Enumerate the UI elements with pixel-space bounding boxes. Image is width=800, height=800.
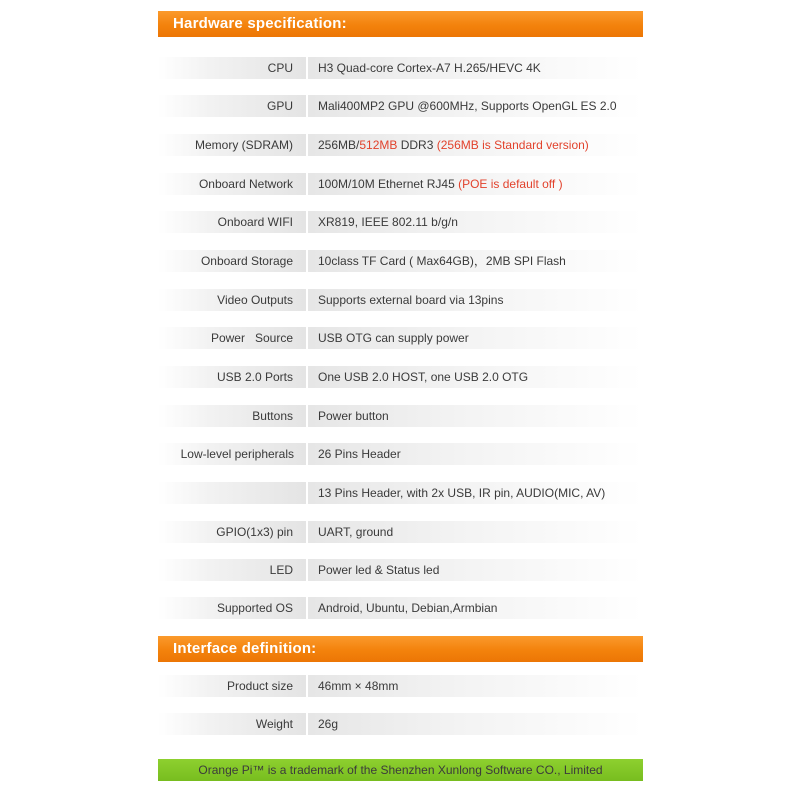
spec-label: Onboard Storage: [200, 254, 293, 268]
spec-label: Power Source: [210, 331, 293, 345]
spec-label: Onboard WIFI: [217, 215, 293, 229]
spec-value: UART, ground: [318, 525, 394, 539]
spec-row-peripherals: [158, 443, 643, 465]
spec-row-storage: [158, 250, 643, 272]
spec-value: USB OTG can supply power: [318, 331, 469, 345]
spec-label: Onboard Network: [198, 177, 293, 191]
spec-row-buttons: [158, 405, 643, 427]
memory-highlight: 512MB: [359, 138, 398, 152]
spec-label: Supported OS: [216, 601, 293, 615]
network-base: 100M/10M Ethernet RJ45: [318, 177, 459, 191]
spec-label: Low-level peripherals: [180, 447, 294, 461]
spec-row-peripherals-extra: [158, 482, 643, 504]
spec-value-cell: [308, 289, 643, 311]
spec-value-cell: [308, 95, 643, 117]
spec-value: One USB 2.0 HOST, one USB 2.0 OTG: [318, 370, 529, 384]
spec-row-os: [158, 597, 643, 619]
spec-value: 13 Pins Header, with 2x USB, IR pin, AUDIO(MIC, AV): [318, 486, 606, 500]
interface-definition-header: Interface definition:: [158, 636, 643, 662]
spec-label: GPU: [266, 99, 293, 113]
spec-value-cell: [308, 366, 643, 388]
spec-row-memory: [158, 134, 643, 156]
spec-value: Mali400MP2 GPU @600MHz, Supports OpenGL ES 2.0: [318, 99, 617, 113]
spec-value: H3 Quad-core Cortex-A7 H.265/HEVC 4K: [318, 61, 541, 75]
interface-row-weight: [158, 713, 643, 735]
spec-label: Weight: [255, 717, 293, 731]
spec-label: Video Outputs: [217, 293, 293, 307]
spec-value: 26g: [318, 717, 339, 731]
spec-value: 46mm × 48mm: [318, 679, 399, 693]
spec-value: Power led & Status led: [318, 563, 440, 577]
spec-value-cell: [308, 173, 643, 195]
spec-value-cell: [308, 250, 643, 272]
spec-label: Product size: [226, 679, 293, 693]
spec-row-led: [158, 559, 643, 581]
memory-note: (256MB is Standard version): [436, 138, 589, 152]
spec-value: [318, 134, 589, 156]
spec-row-cpu: [158, 57, 643, 79]
spec-label: GPIO(1x3) pin: [216, 525, 293, 539]
spec-value: [318, 173, 563, 195]
spec-label: USB 2.0 Ports: [216, 370, 293, 384]
spec-value: 26 Pins Header: [318, 447, 401, 461]
spec-value-cell: [308, 134, 643, 156]
spec-row-gpio: [158, 521, 643, 543]
spec-value-cell: [308, 713, 643, 735]
hardware-specification-header: Hardware specification:: [158, 11, 643, 37]
spec-value-cell: [308, 443, 643, 465]
spec-row-network: [158, 173, 643, 195]
spec-label: Memory (SDRAM): [195, 138, 293, 152]
trademark-footer: Orange Pi™ is a trademark of the Shenzhen Xunlong Software CO., Limited: [158, 759, 643, 781]
spec-row-wifi: [158, 211, 643, 233]
network-note: (POE is default off ): [458, 177, 563, 191]
spec-value-cell: [308, 327, 643, 349]
spec-row-video: [158, 289, 643, 311]
memory-type: DDR3: [397, 138, 437, 152]
spec-value: Supports external board via 13pins: [318, 293, 504, 307]
memory-base: 256MB/: [318, 138, 360, 152]
spec-label: CPU: [267, 61, 293, 75]
spec-value-cell: [308, 211, 643, 233]
spec-label-cell: [158, 482, 306, 504]
spec-value-cell: [308, 559, 643, 581]
spec-value: XR819, IEEE 802.11 b/g/n: [318, 215, 458, 229]
spec-label: Buttons: [252, 409, 293, 423]
spec-value-cell: [308, 482, 643, 504]
spec-value: Android, Ubuntu, Debian,Armbian: [318, 601, 498, 615]
interface-row-size: [158, 675, 643, 697]
spec-value-cell: [308, 405, 643, 427]
spec-value-cell: [308, 675, 643, 697]
spec-row-usb: [158, 366, 643, 388]
spec-value-cell: [308, 597, 643, 619]
spec-value: Power button: [318, 409, 389, 423]
spec-row-gpu: [158, 95, 643, 117]
spec-value: 10class TF Card ( Max64GB)，2MB SPI Flash: [318, 254, 566, 268]
spec-row-power: [158, 327, 643, 349]
spec-label: LED: [269, 563, 293, 577]
spec-value-cell: [308, 521, 643, 543]
spec-value-cell: [308, 57, 643, 79]
